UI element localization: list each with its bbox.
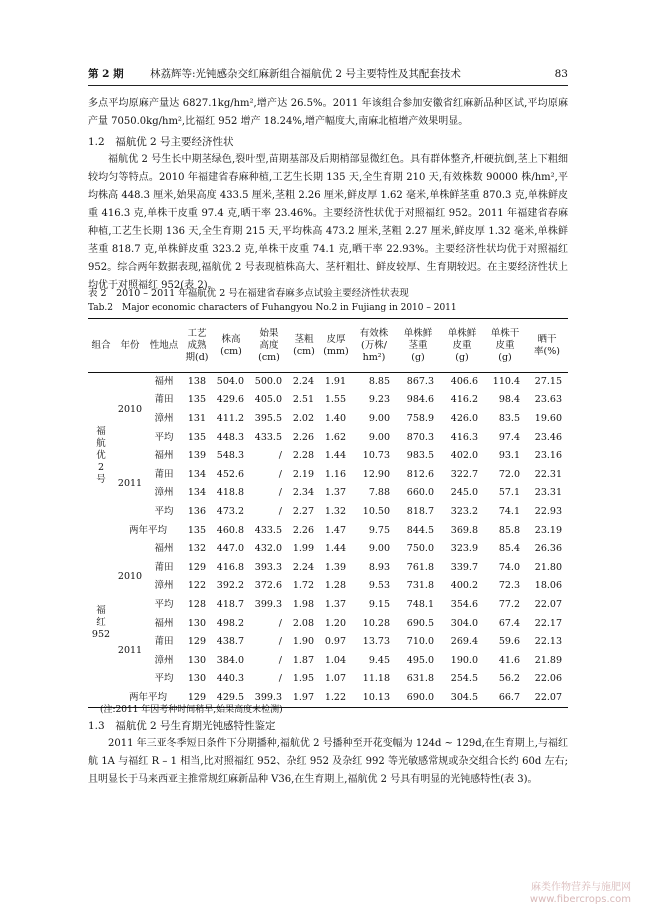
value-cell: 130: [187, 654, 206, 666]
value-cell: 13.73: [362, 636, 390, 648]
value-cell: 1.04: [324, 654, 346, 666]
value-cell: 710.0: [406, 636, 434, 648]
value-cell: 9.00: [368, 543, 390, 555]
table-row: [88, 465, 568, 484]
value-cell: 392.2: [216, 580, 244, 592]
location-cell: 福州: [154, 450, 174, 462]
economic-characters-table: [88, 318, 568, 708]
location-cell: 福州: [154, 376, 174, 388]
value-cell: 41.6: [498, 654, 520, 666]
location-cell: 莆田: [154, 468, 174, 480]
value-cell: 2.26: [292, 431, 314, 443]
table-note: (注:2011 年因考种时间稍早,始果高度未检测): [100, 705, 283, 715]
location-cell: 漳州: [154, 487, 174, 499]
table-column-header: 晒干 率(%): [526, 319, 568, 373]
value-cell: 411.2: [216, 412, 244, 424]
value-cell: 867.3: [406, 376, 434, 388]
value-cell: 136: [187, 505, 206, 517]
intro-paragraph-block: [88, 95, 568, 131]
location-cell: 平均: [154, 598, 174, 610]
value-cell: 22.93: [534, 505, 562, 517]
value-cell: 498.2: [216, 617, 244, 629]
value-cell: 9.15: [368, 598, 390, 610]
value-cell: 690.5: [406, 617, 434, 629]
value-cell: 85.8: [498, 524, 520, 536]
value-cell: 8.93: [368, 561, 390, 573]
table-row: [88, 651, 568, 670]
location-cell: 莆田: [154, 561, 174, 573]
table-column-header: 茎粗 (cm): [288, 319, 320, 373]
section-1-2-text: [88, 151, 568, 295]
table-row: [88, 558, 568, 577]
value-cell: 438.7: [216, 636, 244, 648]
table-column-header: 有效株 (万株/ hm²): [352, 319, 396, 373]
value-cell: /: [278, 505, 282, 517]
value-cell: 323.2: [450, 505, 478, 517]
value-cell: 504.0: [216, 376, 244, 388]
table-row: [88, 503, 568, 522]
location-cell: 莆田: [154, 636, 174, 648]
location-cell: 平均: [154, 431, 174, 443]
value-cell: 548.3: [216, 450, 244, 462]
value-cell: 57.1: [498, 487, 520, 499]
value-cell: 1.47: [324, 524, 346, 536]
value-cell: 406.6: [450, 376, 478, 388]
value-cell: /: [278, 654, 282, 666]
page-number: 83: [554, 68, 568, 80]
running-title: 林荔辉等:光钝感杂交红麻新组合福航优 2 号主要特性及其配套技术: [150, 68, 461, 80]
value-cell: 405.0: [254, 394, 282, 406]
value-cell: 418.7: [216, 598, 244, 610]
value-cell: 22.13: [534, 636, 562, 648]
value-cell: 190.0: [450, 654, 478, 666]
value-cell: 129: [187, 636, 206, 648]
value-cell: 447.0: [216, 543, 244, 555]
combination-cell: 福 航 优 2 号: [96, 426, 106, 486]
value-cell: 452.6: [216, 468, 244, 480]
table-row: [88, 410, 568, 429]
value-cell: 10.28: [362, 617, 390, 629]
value-cell: 66.7: [484, 689, 526, 708]
value-cell: 1.37: [324, 487, 346, 499]
location-cell: 福州: [154, 543, 174, 555]
value-cell: /: [278, 450, 282, 462]
value-cell: 22.06: [534, 673, 562, 685]
value-cell: 426.0: [450, 412, 478, 424]
value-cell: 9.00: [368, 431, 390, 443]
value-cell: 460.8: [216, 524, 244, 536]
value-cell: 812.6: [406, 468, 434, 480]
value-cell: 22.17: [534, 617, 562, 629]
value-cell: 748.1: [406, 598, 434, 610]
header-rule: [88, 85, 568, 86]
value-cell: 135: [187, 394, 206, 406]
value-cell: 399.3: [250, 689, 288, 708]
value-cell: 416.2: [450, 394, 478, 406]
value-cell: 2.24: [292, 561, 314, 573]
value-cell: /: [278, 487, 282, 499]
value-cell: 433.5: [254, 431, 282, 443]
value-cell: 130: [187, 673, 206, 685]
table-row: [88, 596, 568, 615]
year-cell: 2010: [117, 571, 143, 583]
value-cell: 1.98: [292, 598, 314, 610]
value-cell: 500.0: [254, 376, 282, 388]
location-cell: 福州: [154, 617, 174, 629]
combination-cell: 福 红 952: [88, 540, 114, 707]
value-cell: 19.60: [534, 412, 562, 424]
value-cell: 74.1: [498, 505, 520, 517]
table-row: [88, 373, 568, 392]
value-cell: 2.02: [292, 412, 314, 424]
value-cell: 26.36: [534, 543, 562, 555]
value-cell: 7.88: [368, 487, 390, 499]
value-cell: 128: [187, 598, 206, 610]
year-cell: 2011: [117, 478, 143, 490]
value-cell: 129: [182, 689, 212, 708]
value-cell: /: [278, 636, 282, 648]
value-cell: /: [278, 673, 282, 685]
value-cell: 731.8: [406, 580, 434, 592]
value-cell: 322.7: [450, 468, 478, 480]
value-cell: 23.19: [534, 524, 562, 536]
section-heading-1-2: 1.2 福航优 2 号主要经济性状: [88, 136, 234, 148]
watermark-line: www.fibercrops.com: [529, 894, 631, 905]
value-cell: 1.55: [324, 394, 346, 406]
value-cell: 138: [187, 376, 206, 388]
value-cell: 85.4: [498, 543, 520, 555]
value-cell: 354.6: [450, 598, 478, 610]
value-cell: 402.0: [450, 450, 478, 462]
table-row: [88, 447, 568, 466]
value-cell: 22.31: [534, 468, 562, 480]
table-column-header: 组合: [88, 319, 114, 373]
value-cell: 12.90: [362, 468, 390, 480]
value-cell: 1.32: [324, 505, 346, 517]
value-cell: 984.6: [406, 394, 434, 406]
value-cell: 23.46: [534, 431, 562, 443]
value-cell: 0.97: [324, 636, 346, 648]
table-header-row: [88, 319, 568, 373]
year-cell: 2011: [117, 645, 143, 657]
table-column-header: 工艺 成熟 期(d): [182, 319, 212, 373]
value-cell: 1.44: [324, 450, 346, 462]
table-column-header: 单株鲜 茎重 (g): [396, 319, 440, 373]
value-cell: 1.87: [292, 654, 314, 666]
table-column-header: 性地点: [146, 319, 182, 373]
value-cell: 10.73: [362, 450, 390, 462]
value-cell: 1.07: [324, 673, 346, 685]
location-cell: 莆田: [154, 394, 174, 406]
value-cell: 393.3: [254, 561, 282, 573]
value-cell: 1.28: [324, 580, 346, 592]
issue-label: 第 2 期: [88, 68, 124, 80]
body-paragraph: 福航优 2 号生长中期茎绿色,裂叶型,苗期基部及后期梢部显微红色。具有群体整齐,杆硬抗倒,茎上下粗细较均匀等特点。2010 年福建省春麻种植,工艺生长期 135 天,全生育期 210 天,有效株数 90000 株/hm²,平均株高 448.3 厘米,始果高度 433.5 厘米,茎粗 2.26 厘米,鲜皮厚 1.62 毫米,单株鲜茎重 870.3 克,单株鲜皮重 416.3 克,单株干皮重 97.4 克,晒干率 23.46%。主要经济性状优于对照福红 952。2011 年福建省春麻种植,工艺生长期 136 天,全生育期 215 天,平均株高 473.2 厘米,茎粗 2.27 厘米,鲜皮厚 1.32 毫米,单株鲜茎重 818.7 克,单株鲜皮重 323.2 克,单株干皮重 74.1 克,晒干率 22.93%。主要经济性状均优于对照福红 952。综合两年数据表现,福航优 2 号表现植株高大、茎杆粗壮、鲜皮较厚、生育期较迟。在主要经济性状上均优于对照福红 952(表 2)。: [88, 154, 568, 291]
value-cell: 8.85: [368, 376, 390, 388]
value-cell: 1.20: [324, 617, 346, 629]
value-cell: 139: [187, 450, 206, 462]
value-cell: 2.24: [292, 376, 314, 388]
value-cell: 818.7: [406, 505, 434, 517]
table-row: [88, 577, 568, 596]
value-cell: 690.0: [396, 689, 440, 708]
value-cell: 2.27: [292, 505, 314, 517]
body-paragraph: 2011 年三亚冬季短日条件下分期播种,福航优 2 号播种至开花变幅为 124d ~ 129d,在生育期上,与福红航 1A 与福红 R – 1 相当,比对照福红 952、杂红 952 及杂红 992 等光敏感常规或杂交组合长约 60d 左右;且明显长于马来西亚主推常规红麻新品种 V36,在生育期上,福航优 2 号具有明显的光钝感特性(表 3)。: [88, 738, 568, 785]
value-cell: 416.8: [216, 561, 244, 573]
value-cell: 110.4: [492, 376, 520, 388]
value-cell: 2.19: [292, 468, 314, 480]
value-cell: 23.16: [534, 450, 562, 462]
value-cell: 983.5: [406, 450, 434, 462]
value-cell: 395.5: [254, 412, 282, 424]
table-column-header: 皮厚 (mm): [320, 319, 352, 373]
value-cell: 21.89: [534, 654, 562, 666]
value-cell: 844.5: [406, 524, 434, 536]
value-cell: 400.2: [450, 580, 478, 592]
value-cell: 304.5: [440, 689, 484, 708]
value-cell: 23.63: [534, 394, 562, 406]
value-cell: 129: [187, 561, 206, 573]
value-cell: 416.3: [450, 431, 478, 443]
value-cell: 21.80: [534, 561, 562, 573]
value-cell: 132: [187, 543, 206, 555]
value-cell: 131: [187, 412, 206, 424]
value-cell: 2.08: [292, 617, 314, 629]
table-row: [88, 614, 568, 633]
value-cell: 72.3: [498, 580, 520, 592]
value-cell: 2.51: [292, 394, 314, 406]
value-cell: 1.91: [324, 376, 346, 388]
table-column-header: 单株干 皮重 (g): [484, 319, 526, 373]
value-cell: 135: [187, 524, 206, 536]
table-row: [88, 670, 568, 689]
value-cell: 9.00: [368, 412, 390, 424]
location-cell: 漳州: [154, 412, 174, 424]
value-cell: 9.53: [368, 580, 390, 592]
location-cell: 平均: [154, 673, 174, 685]
value-cell: 750.0: [406, 543, 434, 555]
section-heading-1-3: 1.3 福航优 2 号生育期光钝感特性鉴定: [88, 720, 276, 732]
value-cell: 93.1: [498, 450, 520, 462]
value-cell: 323.9: [450, 543, 478, 555]
value-cell: 10.13: [352, 689, 396, 708]
value-cell: 1.62: [324, 431, 346, 443]
value-cell: 1.99: [292, 543, 314, 555]
value-cell: 1.37: [324, 598, 346, 610]
table-row: [88, 428, 568, 447]
site-watermark: [530, 882, 631, 906]
table-column-header: 年份: [114, 319, 146, 373]
value-cell: 245.0: [450, 487, 478, 499]
value-cell: 1.72: [292, 580, 314, 592]
value-cell: 1.90: [292, 636, 314, 648]
value-cell: 870.3: [406, 431, 434, 443]
table-row-average: [88, 521, 568, 540]
table-row: [88, 391, 568, 410]
location-cell: 漳州: [154, 654, 174, 666]
value-cell: 1.22: [320, 689, 352, 708]
value-cell: 2.34: [292, 487, 314, 499]
value-cell: 27.15: [534, 376, 562, 388]
value-cell: 254.5: [450, 673, 478, 685]
year-cell: 2010: [117, 403, 143, 415]
location-cell: 漳州: [154, 580, 174, 592]
value-cell: 660.0: [406, 487, 434, 499]
value-cell: 372.6: [254, 580, 282, 592]
table-column-header: 单株鲜 皮重 (g): [440, 319, 484, 373]
value-cell: 22.07: [526, 689, 568, 708]
table-caption-en: Tab.2 Major economic characters of Fuhangyou No.2 in Fujiang in 2010 – 2011: [88, 303, 457, 313]
value-cell: 269.4: [450, 636, 478, 648]
value-cell: 2.28: [292, 450, 314, 462]
body-paragraph: 多点平均原麻产量达 6827.1kg/hm²,增产达 26.5%。2011 年该组合参加安徽省红麻新品种区试,平均原麻产量 7050.0kg/hm²,比福红 952 增产 18.24%,增产幅度大,南麻北植增产效果明显。: [88, 98, 568, 127]
value-cell: 369.8: [450, 524, 478, 536]
value-cell: 448.3: [216, 431, 244, 443]
value-cell: 1.40: [324, 412, 346, 424]
value-cell: 432.0: [254, 543, 282, 555]
value-cell: 9.23: [368, 394, 390, 406]
value-cell: 384.0: [216, 654, 244, 666]
value-cell: 440.3: [216, 673, 244, 685]
value-cell: 23.31: [534, 487, 562, 499]
value-cell: 10.50: [362, 505, 390, 517]
value-cell: 758.9: [406, 412, 434, 424]
value-cell: 1.95: [292, 673, 314, 685]
location-cell: 平均: [154, 505, 174, 517]
value-cell: 18.06: [534, 580, 562, 592]
value-cell: 11.18: [362, 673, 390, 685]
value-cell: 74.0: [498, 561, 520, 573]
value-cell: 59.6: [498, 636, 520, 648]
watermark-line: 麻类作物营养与施肥网: [531, 882, 631, 893]
value-cell: 631.8: [406, 673, 434, 685]
value-cell: 473.2: [216, 505, 244, 517]
table-row: [88, 633, 568, 652]
table-row: [88, 540, 568, 559]
value-cell: 399.3: [254, 598, 282, 610]
running-header: [88, 66, 568, 82]
value-cell: 418.8: [216, 487, 244, 499]
value-cell: 67.4: [498, 617, 520, 629]
value-cell: 761.8: [406, 561, 434, 573]
value-cell: 22.07: [534, 598, 562, 610]
value-cell: 339.7: [450, 561, 478, 573]
section-1-3-text: [88, 735, 568, 789]
value-cell: 134: [187, 487, 206, 499]
value-cell: 97.4: [498, 431, 520, 443]
value-cell: 433.5: [254, 524, 282, 536]
value-cell: 429.6: [216, 394, 244, 406]
average-label-cell: 两年平均: [128, 524, 167, 536]
value-cell: 495.0: [406, 654, 434, 666]
table-row: [88, 484, 568, 503]
table-column-header: 始果 高度 (cm): [250, 319, 288, 373]
value-cell: 9.45: [368, 654, 390, 666]
table-caption-cn: 表 2 2010 – 2011 年福航优 2 号在福建省春麻多点试验主要经济性状表现: [88, 288, 409, 299]
value-cell: /: [278, 468, 282, 480]
value-cell: 135: [187, 431, 206, 443]
value-cell: 98.4: [498, 394, 520, 406]
value-cell: 134: [187, 468, 206, 480]
value-cell: 1.39: [324, 561, 346, 573]
value-cell: 1.97: [288, 689, 320, 708]
value-cell: /: [278, 617, 282, 629]
average-label-cell: 两年平均: [114, 689, 182, 708]
value-cell: 77.2: [498, 598, 520, 610]
table-column-header: 株高 (cm): [212, 319, 250, 373]
value-cell: 429.5: [212, 689, 250, 708]
value-cell: 9.75: [368, 524, 390, 536]
value-cell: 83.5: [498, 412, 520, 424]
value-cell: 72.0: [498, 468, 520, 480]
value-cell: 130: [187, 617, 206, 629]
value-cell: 122: [187, 580, 206, 592]
value-cell: 2.26: [292, 524, 314, 536]
value-cell: 56.2: [498, 673, 520, 685]
value-cell: 1.44: [324, 543, 346, 555]
value-cell: 304.0: [450, 617, 478, 629]
value-cell: 1.16: [324, 468, 346, 480]
